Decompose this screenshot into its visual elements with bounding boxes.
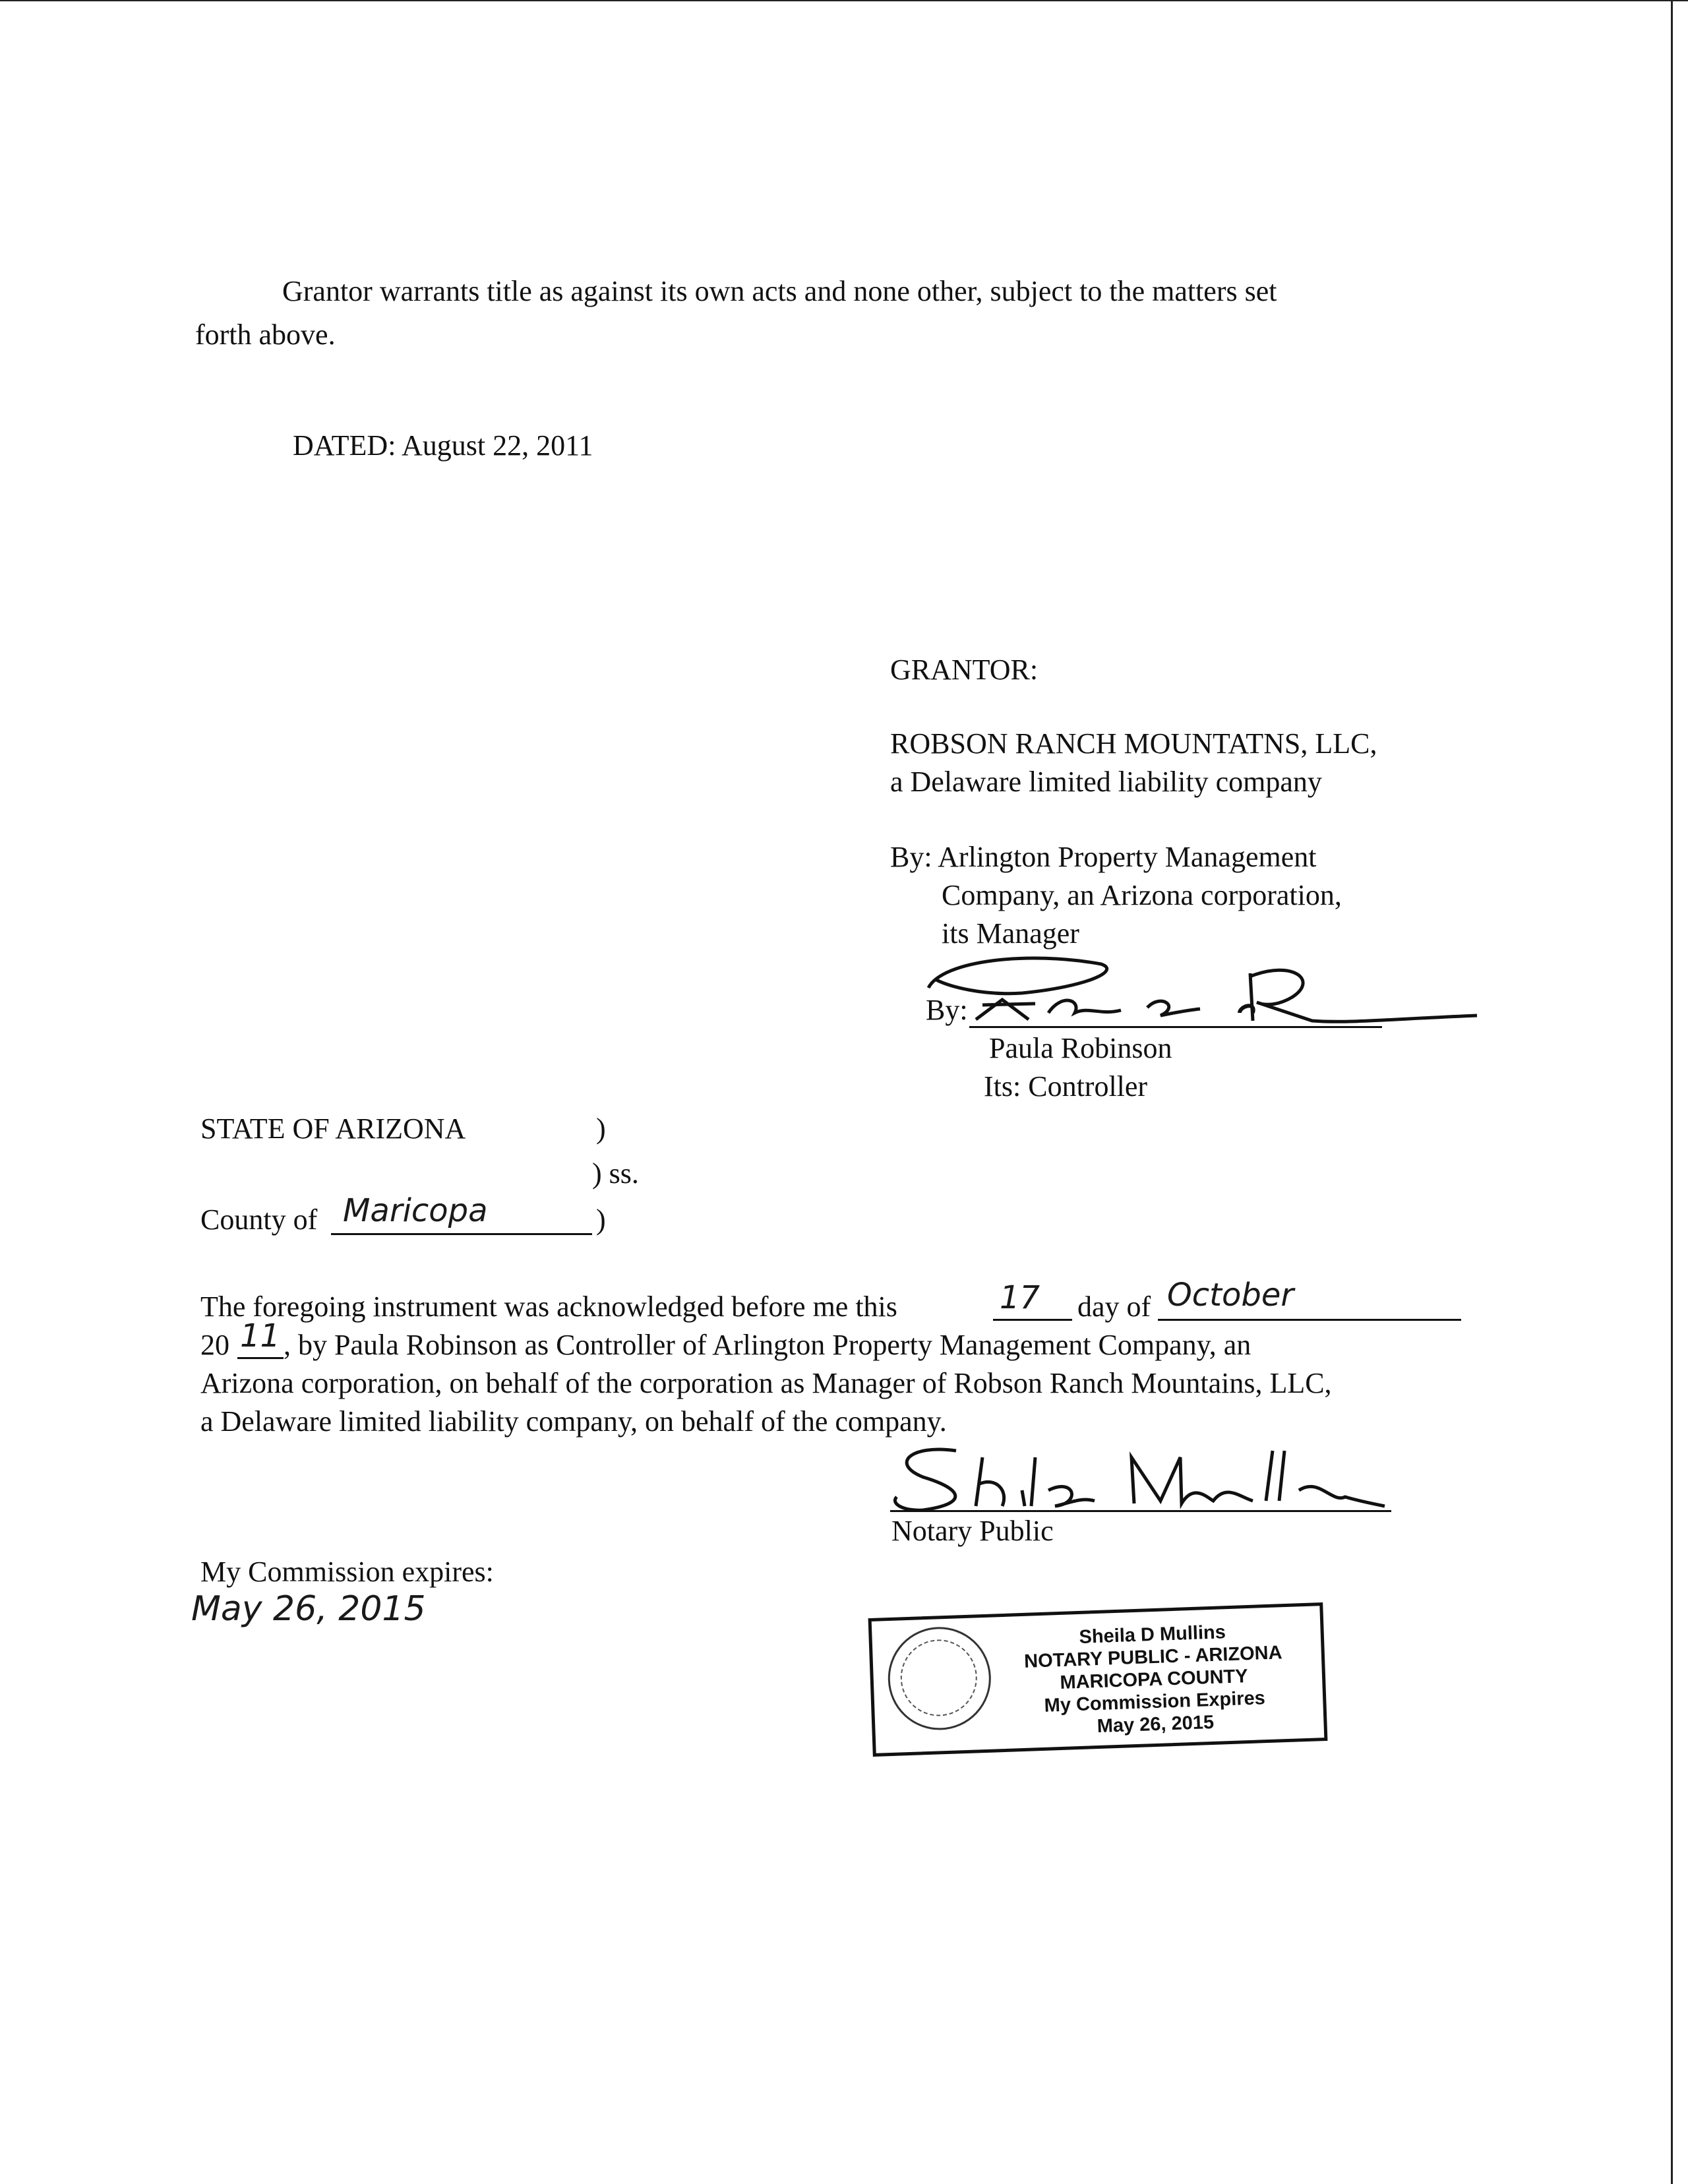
venue-paren-3: ) [596, 1203, 606, 1236]
ack-line-3: Arizona corporation, on behalf of the corporation as Manager of Robson Ranch Mountains, LLC, [200, 1367, 1332, 1399]
venue-ss: ) ss. [592, 1157, 639, 1190]
notary-stamp-text [997, 1618, 1311, 1741]
year-blank-line [237, 1357, 284, 1359]
grantor-by-line-1: By: Arlington Property Management [890, 841, 1317, 873]
county-handwritten: Maricopa [343, 1192, 488, 1229]
grantor-company-desc: a Delaware limited liability company [890, 766, 1322, 798]
day-handwritten: 17 [1000, 1279, 1040, 1316]
page-right-edge [1671, 0, 1673, 2184]
ack-line-2: , by Paula Robinson as Controller of Arlington Property Management Company, an [284, 1329, 1251, 1361]
grantor-by-line-2: Company, an Arizona corporation, [942, 879, 1342, 911]
notary-public-label: Notary Public [891, 1515, 1054, 1547]
signature-by-label: By: [926, 994, 968, 1026]
mullins-signature [884, 1438, 1411, 1523]
stamp-notary-name: Sheila D Mullins [1079, 1622, 1226, 1648]
notary-stamp [868, 1602, 1328, 1757]
stamp-line-3: MARICOPA COUNTY [1059, 1666, 1249, 1693]
grantor-by-line-3: its Manager [942, 917, 1079, 950]
ack-line-4: a Delaware limited liability company, on behalf of the company. [200, 1405, 947, 1438]
month-handwritten: October [1167, 1277, 1294, 1314]
venue-county-label: County of [200, 1203, 318, 1236]
ack-day-of: day of [1077, 1290, 1151, 1323]
month-blank-line [1158, 1319, 1461, 1321]
signer-name: Paula Robinson [989, 1032, 1172, 1064]
stamp-line-4: My Commission Expires [1044, 1687, 1266, 1716]
venue-paren-1: ) [596, 1112, 606, 1145]
commission-handwritten: May 26, 2015 [191, 1589, 426, 1629]
signer-title: Its: Controller [984, 1070, 1148, 1103]
warranty-line-2: forth above. [195, 318, 336, 351]
venue-state: STATE OF ARIZONA [200, 1112, 466, 1145]
grantor-heading: GRANTOR: [890, 653, 1039, 686]
grantor-company: ROBSON RANCH MOUNTATNS, LLC, [890, 727, 1377, 760]
ack-year-prefix: 20 [200, 1329, 229, 1361]
dated-line: DATED: August 22, 2011 [293, 429, 593, 462]
page-top-edge [0, 0, 1688, 1]
robinson-signature [923, 947, 1490, 1039]
ack-line-1-text: The foregoing instrument was acknowledged before me this [200, 1290, 897, 1323]
warranty-line-1: Grantor warrants title as against its own acts and none other, subject to the matters set [282, 275, 1277, 307]
year-handwritten: 11 [240, 1318, 281, 1354]
notary-seal-icon [886, 1625, 992, 1732]
day-blank-line [993, 1319, 1072, 1321]
stamp-line-2: NOTARY PUBLIC - ARIZONA [1023, 1642, 1283, 1672]
commission-label: My Commission expires: [200, 1556, 494, 1588]
stamp-line-5: May 26, 2015 [1097, 1711, 1215, 1738]
county-blank-line [331, 1233, 592, 1235]
